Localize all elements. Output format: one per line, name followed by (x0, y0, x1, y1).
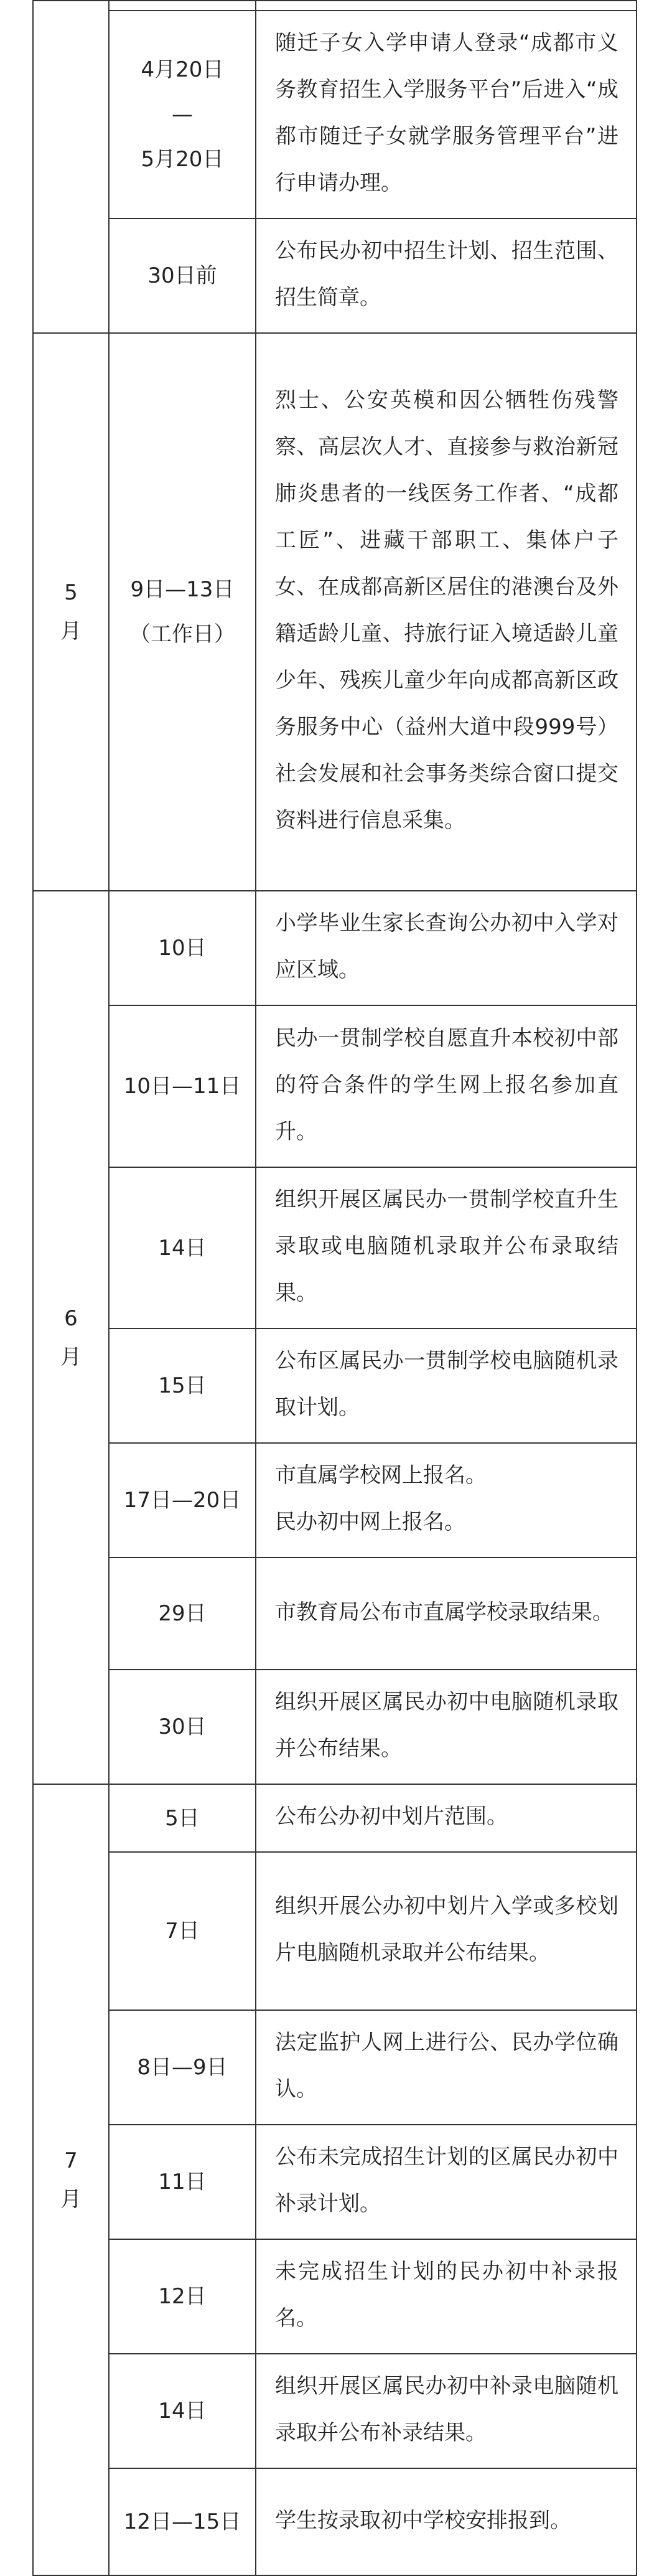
table-row (33, 1443, 637, 1558)
description-cell: 组织开展区属民办初中补录电脑随机录取并公布补录结果。 (256, 2354, 637, 2468)
table-row (33, 1558, 637, 1670)
table-row (33, 891, 637, 1005)
description-cell: 组织开展公办初中划片入学或多校划片电脑随机录取并公布结果。 (256, 1852, 637, 2010)
description-cell: 市直属学校网上报名。 民办初中网上报名。 (256, 1443, 637, 1558)
table-row (33, 1328, 637, 1443)
date-cell: 14日 (109, 2354, 256, 2468)
date-cell: 5日 (109, 1784, 256, 1852)
table-row (33, 1784, 637, 1852)
table-row (33, 11, 637, 219)
description-cell: 烈士、公安英模和因公牺牲伤残警察、高层次人才、直接参与救治新冠肺炎患者的一线医务工作者、“成都工匠”、进藏干部职工、集体户子女、在成都高新区居住的港澳台及外籍适龄儿童、持旅行证入境适龄儿童少年、残疾儿童少年向成都高新区政务服务中心（益州大道中段999号）社会发展和社会事务类综合窗口提交资料进行信息采集。 (256, 333, 637, 891)
table-row (33, 1167, 637, 1328)
description-cell: 随迁子女入学申请人登录“成都市义务教育招生入学服务平台”后进入“成都市随迁子女就学服务管理平台”进行申请办理。 (256, 11, 637, 219)
description-cell: 学生按录取初中学校安排报到。 (256, 2468, 637, 2575)
date-cell: 29日 (109, 1558, 256, 1670)
date-cell: 30日前 (109, 219, 256, 333)
date-cell: 10日—11日 (109, 1005, 256, 1167)
description-cell: 公布未完成招生计划的区属民办初中补录计划。 (256, 2125, 637, 2239)
description-cell: 组织开展区属民办初中电脑随机录取并公布结果。 (256, 1670, 637, 1784)
table-row (33, 1005, 637, 1167)
date-cell: 10日 (109, 891, 256, 1005)
description-cell: 组织开展区属民办一贯制学校直升生录取或电脑随机录取并公布录取结果。 (256, 1167, 637, 1328)
month-label: 5 月 (60, 580, 82, 644)
month-cell-continued (33, 1, 109, 333)
date-cell: 8日—9日 (109, 2010, 256, 2125)
date-cell: 12日 (109, 2239, 256, 2354)
table-row (33, 2468, 637, 2575)
description-cell: 法定监护人网上进行公、民办学位确认。 (256, 2010, 637, 2125)
table-row (33, 333, 637, 891)
description-cell: 未完成招生计划的民办初中补录报名。 (256, 2239, 637, 2354)
date-cell: 15日 (109, 1328, 256, 1443)
date-cell: 30日 (109, 1670, 256, 1784)
enrollment-schedule-table (32, 0, 637, 2576)
date-cell-continued (109, 1, 256, 11)
table-row (33, 2010, 637, 2125)
date-cell: 17日—20日 (109, 1443, 256, 1558)
description-cell: 小学毕业生家长查询公办初中入学对应区域。 (256, 891, 637, 1005)
month-label: 6 月 (60, 1305, 82, 1370)
month-label: 7 月 (60, 2148, 82, 2212)
month-cell-july (33, 1784, 109, 2575)
date-cell: 11日 (109, 2125, 256, 2239)
table-row (33, 2239, 637, 2354)
description-cell: 民办一贯制学校自愿直升本校初中部的符合条件的学生网上报名参加直升。 (256, 1005, 637, 1167)
table-row (33, 1, 637, 11)
description-cell: 公布民办初中招生计划、招生范围、招生简章。 (256, 219, 637, 333)
table-row (33, 1670, 637, 1784)
description-cell: 公布公办初中划片范围。 (256, 1784, 637, 1852)
month-cell-june (33, 891, 109, 1784)
month-cell-may (33, 333, 109, 891)
date-cell: 4月20日 — 5月20日 (109, 11, 256, 219)
table-row (33, 2354, 637, 2468)
desc-cell-continued (256, 1, 637, 11)
date-cell: 14日 (109, 1167, 256, 1328)
table-row (33, 2125, 637, 2239)
table-row (33, 219, 637, 333)
description-cell: 市教育局公布市直属学校录取结果。 (256, 1558, 637, 1670)
date-cell: 7日 (109, 1852, 256, 2010)
description-cell: 公布区属民办一贯制学校电脑随机录取计划。 (256, 1328, 637, 1443)
date-cell: 9日—13日 （工作日） (109, 333, 256, 891)
date-cell: 12日—15日 (109, 2468, 256, 2575)
table-row (33, 1852, 637, 2010)
